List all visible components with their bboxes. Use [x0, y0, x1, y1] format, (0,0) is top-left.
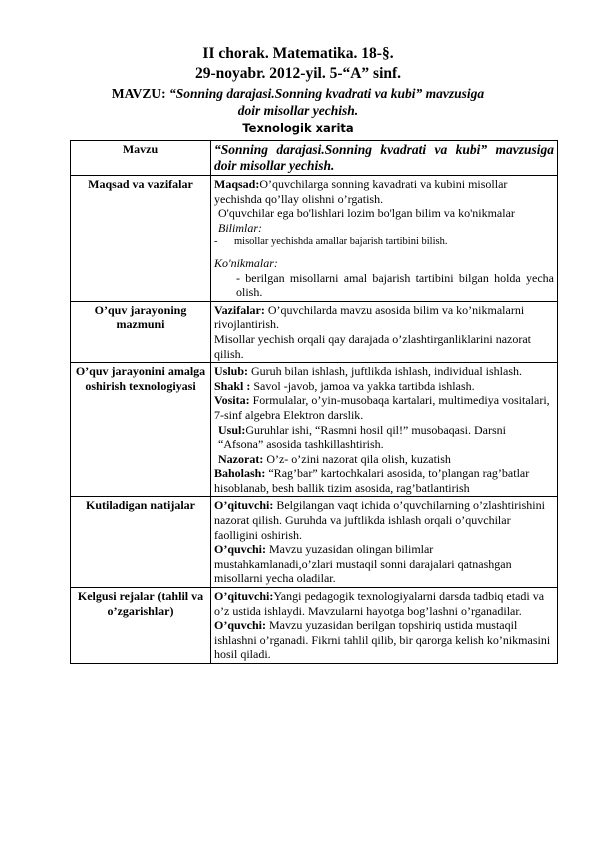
table-row: [71, 497, 558, 588]
row-label: O’quv jarayonini amalga oshirish texnologiyasi: [71, 363, 211, 497]
vosita-key: Vosita:: [214, 393, 250, 408]
nazorat-key: Nazorat:: [218, 451, 264, 466]
bilimlar-item: misollar yechishda amallar bajarish tartibini bilish.: [234, 236, 448, 248]
konikma-item: - berilgan misollarni amal bajarish tartibini bilgan holda yecha olish.: [236, 270, 554, 300]
maqsad-text: O’quvchilarga sonning kavadrati va kubini misollar yechishda qo’llay olishni o’rgatish.: [214, 177, 508, 206]
dash-marker: -: [214, 236, 218, 248]
bilimlar-label: Bilimlar:: [218, 220, 262, 235]
row-content: [211, 301, 558, 362]
maqsad-paragraph: [214, 177, 554, 206]
nazorat-text: O’z- o’zini nazorat qila olish, kuzatish: [263, 451, 451, 466]
row-content: [211, 176, 558, 302]
shakl-key: Shakl :: [214, 378, 251, 393]
uslub-text: Guruh bilan ishlash, juftlikda ishlash, individual ishlash.: [248, 364, 522, 379]
vazifalar-text: O’quvchilarda mavzu asosida bilim va ko’nikmalarni rivojlantirish.: [214, 302, 525, 332]
quarter-title: II chorak. Matematika. 18-§.: [202, 45, 394, 62]
uslub-key: Uslub:: [214, 364, 249, 379]
usul-paragraph: [214, 423, 554, 452]
vazifalar-text-2: Misollar yechish orqali qay darajada o’zlashtirganliklarini nazorat qilish.: [214, 331, 531, 361]
vosita-paragraph: [214, 393, 554, 422]
vazifalar-key: Vazifalar:: [214, 302, 265, 317]
nazorat-paragraph: [214, 452, 554, 467]
maqsad-key: Maqsad:: [214, 177, 260, 191]
date-class-line: 29-noyabr. 2012-yil. 5-“A” sinf.: [194, 65, 402, 82]
vosita-text: Formulalar, o’yin-musobaqa kartalari, multimediya vositalari, 7-sinf algebra Elektron darslik.: [214, 393, 550, 422]
shakl-paragraph: [214, 379, 554, 394]
teacher-plan: [214, 589, 554, 618]
row-content: [211, 497, 558, 588]
uslub-paragraph: [214, 364, 554, 379]
table-row: [71, 301, 558, 362]
student-key: O’quvchi:: [214, 542, 267, 557]
table-row: [71, 588, 558, 664]
usul-text: Guruhlar ishi, “Rasmni hosil qil!” musobaqasi. Darsni “Afsona” asosida tashkillashtirish.: [218, 422, 506, 452]
topic-heading: [40, 85, 556, 119]
row-content: [211, 588, 558, 664]
teacher-key: O’qituvchi:: [214, 589, 274, 604]
table-row: [71, 176, 558, 302]
student-plan: [214, 618, 554, 662]
shakl-text: Savol -javob, jamoa va yakka tartibda ishlash.: [250, 378, 475, 393]
table-row: [71, 363, 558, 497]
topic-heading-title-b: doir misollar yechish.: [237, 103, 359, 118]
vazifalar-paragraph: [214, 303, 554, 332]
topic-text: “Sonning darajasi.Sonning kvadrati va kubi” mavzusiga doir misollar yechish.: [214, 142, 554, 173]
row-label: O’quv jarayoning mazmuni: [71, 301, 211, 362]
teacher-text: Yangi pedagogik texnologiyalarni darsda tadbiq etadi va o’z ustida ishlaydi. Mavzularni hayotga bog’lashni o’rganadilar.: [214, 589, 545, 618]
konikma-label: Ko'nikmalar:: [214, 255, 278, 270]
document-header: [40, 44, 556, 136]
baholash-key: Baholash:: [214, 466, 266, 481]
row-label: Mavzu: [71, 141, 211, 176]
student-text: Mavzu yuzasidan berilgan topshiriq ustida mustaqil ishlashni o’rganadi. Fikrni tahlil qilib, bir qarorga kelish ko’nikmasini hosil qiladi.: [214, 618, 551, 662]
bilim-line: O'quvchilar ega bo'lishlari lozim bo'lgan bilim va ko'nikmalar: [218, 206, 515, 221]
table-row: [71, 141, 558, 176]
tech-map-subtitle: Texnologik xarita: [242, 121, 354, 135]
topic-prefix: MAVZU:: [111, 86, 170, 101]
student-outcome: [214, 542, 554, 586]
baholash-paragraph: [214, 466, 554, 495]
row-content: [211, 363, 558, 497]
student-text: Mavzu yuzasidan olingan bilimlar mustahkamlanadi,o’zlari mustaqil sonni darajalari qatnashgan misollarni yecha oladilar.: [214, 542, 512, 586]
usul-key: Usul:: [218, 422, 246, 437]
row-content: [211, 141, 558, 176]
teacher-key: O’qituvchi:: [214, 498, 274, 513]
bilimlar-list-item: [214, 235, 554, 250]
teacher-outcome: [214, 498, 554, 542]
teacher-text: Belgilangan vaqt ichida o’quvchilarning o’zlashtirishini nazorat qilish. Guruhda va juftlikda ishlash orqali o’quvchilar faolligini oshirish.: [214, 498, 545, 542]
topic-heading-title-a: “Sonning darajasi.Sonning kvadrati va kubi” mavzusiga: [169, 86, 485, 101]
row-label: Kutiladigan natijalar: [71, 497, 211, 588]
student-key: O’quvchi:: [214, 618, 267, 633]
row-label: Kelgusi rejalar (tahlil va o’zgarishlar): [71, 588, 211, 664]
tech-map-table: [70, 140, 558, 664]
baholash-text: “Rag’bar” kartochkalari asosida, to’plangan rag’batlar hisoblanab, besh ballik tizim asosida, rag’batlantirish: [214, 466, 530, 495]
row-label: Maqsad va vazifalar: [71, 176, 211, 302]
